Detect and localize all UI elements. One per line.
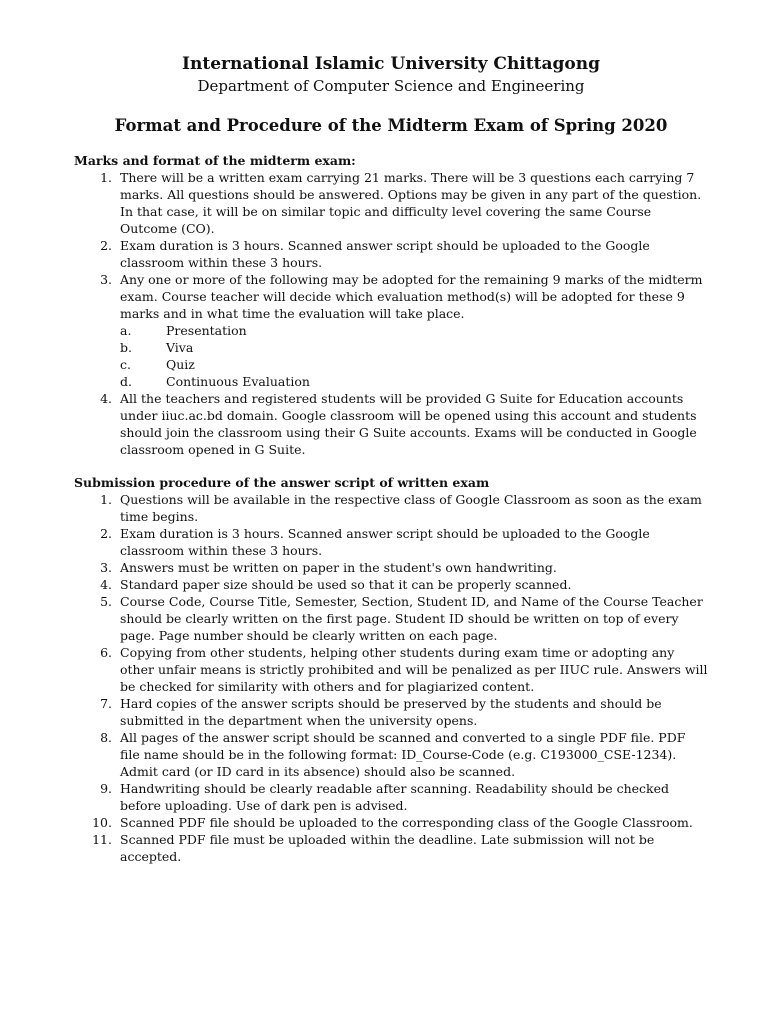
list-item bbox=[74, 831, 708, 865]
list-item-number: 1. bbox=[100, 492, 112, 507]
list-item-number: 5. bbox=[100, 594, 112, 609]
list-item bbox=[74, 559, 708, 576]
list-item-text: Copying from other students, helping other students during exam time or adopting any other unfair means is strictly prohibited and will be penalized as per IIUC rule. Answers will be checked for similarity with others and for plagiarized content. bbox=[120, 645, 708, 694]
list-item bbox=[74, 491, 708, 525]
list-item bbox=[74, 644, 708, 695]
sub-list-item bbox=[120, 373, 708, 390]
evaluation-method-list bbox=[120, 322, 708, 390]
list-item-number: 8. bbox=[100, 730, 112, 745]
sub-list-item-text: Quiz bbox=[166, 357, 195, 372]
list-item bbox=[74, 576, 708, 593]
list-item-text: Answers must be written on paper in the student's own handwriting. bbox=[120, 560, 557, 575]
department-name: Department of Computer Science and Engineering bbox=[197, 77, 585, 95]
list-item-text: Scanned PDF file must be uploaded within the deadline. Late submission will not be accepted. bbox=[120, 832, 655, 864]
list-item-text: There will be a written exam carrying 21 marks. There will be 3 questions each carrying 7 marks. All questions should be answered. Options may be given in any part of the question. In that case, it will be on similar topic and difficulty level covering the same Course Outcome (CO). bbox=[120, 170, 702, 236]
list-item bbox=[74, 169, 708, 237]
section-heading-marks-format: Marks and format of the midterm exam: bbox=[74, 153, 356, 168]
sub-list-item-text: Viva bbox=[166, 340, 194, 355]
sub-list-item bbox=[120, 322, 708, 339]
list-item-number: 7. bbox=[100, 696, 112, 711]
list-item-number: 11. bbox=[92, 832, 112, 847]
sub-list-item bbox=[120, 339, 708, 356]
sub-list-item-letter: b. bbox=[120, 340, 132, 355]
section-heading-submission: Submission procedure of the answer script of written exam bbox=[74, 475, 490, 490]
list-item-text: Exam duration is 3 hours. Scanned answer script should be uploaded to the Google classroom within these 3 hours. bbox=[120, 526, 650, 558]
list-item-number: 2. bbox=[100, 238, 112, 253]
list-item bbox=[74, 814, 708, 831]
document-title: Format and Procedure of the Midterm Exam of Spring 2020 bbox=[114, 116, 668, 135]
sub-list-item-letter: c. bbox=[120, 357, 131, 372]
sub-list-item-text: Presentation bbox=[166, 323, 247, 338]
sub-list-item bbox=[120, 356, 708, 373]
sub-list-item-letter: d. bbox=[120, 374, 132, 389]
list-item-text: Questions will be available in the respective class of Google Classroom as soon as the exam time begins. bbox=[120, 492, 702, 524]
list-item-text: All the teachers and registered students will be provided G Suite for Education accounts under iiuc.ac.bd domain. Google classroom will be opened using this account and students should join the classroom using their G Suite accounts. Exams will be conducted in Google classroom opened in G Suite. bbox=[120, 391, 697, 457]
list-item-number: 3. bbox=[100, 272, 112, 287]
list-item-text: Any one or more of the following may be adopted for the remaining 9 marks of the midterm exam. Course teacher will decide which evaluation method(s) will be adopted for these 9 marks and in what time the evaluation will take place. bbox=[120, 272, 703, 321]
list-item-number: 1. bbox=[100, 170, 112, 185]
list-item bbox=[74, 729, 708, 780]
list-item bbox=[74, 525, 708, 559]
list-item bbox=[74, 593, 708, 644]
list-item-text: All pages of the answer script should be scanned and converted to a single PDF file. PDF file name should be in the following format: ID_Course-Code (e.g. C193000_CSE-1234). Admit card (or ID card in its absence) should also be scanned. bbox=[120, 730, 686, 779]
list-item-text: Exam duration is 3 hours. Scanned answer script should be uploaded to the Google classroom within these 3 hours. bbox=[120, 238, 650, 270]
list-item-number: 6. bbox=[100, 645, 112, 660]
list-item bbox=[74, 271, 708, 390]
list-item-text: Handwriting should be clearly readable after scanning. Readability should be checked before uploading. Use of dark pen is advised. bbox=[120, 781, 670, 813]
list-item-number: 4. bbox=[100, 577, 112, 592]
list-item bbox=[74, 390, 708, 458]
list-item bbox=[74, 780, 708, 814]
list-item-text: Scanned PDF file should be uploaded to the corresponding class of the Google Classroom. bbox=[120, 815, 693, 830]
sub-list-item-letter: a. bbox=[120, 323, 132, 338]
list-item-number: 9. bbox=[100, 781, 112, 796]
list-item-text: Standard paper size should be used so that it can be properly scanned. bbox=[120, 577, 572, 592]
list-item-number: 10. bbox=[92, 815, 112, 830]
submission-procedure-list bbox=[74, 491, 708, 865]
section-spacer bbox=[74, 458, 708, 474]
list-item-number: 4. bbox=[100, 391, 112, 406]
list-item-text: Hard copies of the answer scripts should be preserved by the students and should be submitted in the department when the university opens. bbox=[120, 696, 662, 728]
list-item bbox=[74, 237, 708, 271]
university-name: International Islamic University Chittagong bbox=[182, 54, 600, 74]
list-item-text: Course Code, Course Title, Semester, Section, Student ID, and Name of the Course Teacher should be clearly written on the first page. Student ID should be written on top of every page. Page number should be clearly written on each page. bbox=[120, 594, 703, 643]
marks-format-list bbox=[74, 169, 708, 458]
list-item bbox=[74, 695, 708, 729]
sub-list-item-text: Continuous Evaluation bbox=[166, 374, 310, 389]
list-item-number: 2. bbox=[100, 526, 112, 541]
list-item-number: 3. bbox=[100, 560, 112, 575]
